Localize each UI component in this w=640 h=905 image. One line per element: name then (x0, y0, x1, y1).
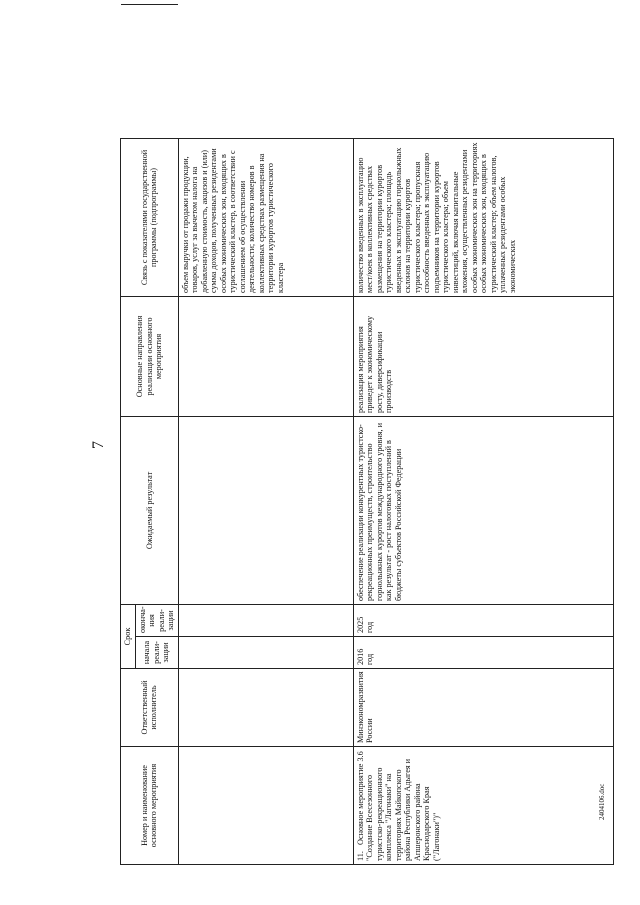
cell-name (353, 747, 613, 865)
row-number: 11. (355, 851, 365, 861)
header-term: Срок (121, 604, 136, 668)
cell-term-start: 2016 год (353, 637, 613, 669)
cell-directions: реализация мероприятия приведет к экономическому росту, диверсификации производств (353, 296, 613, 416)
header-indicators: Связь с показателями государственной программы (подпрограммы) (121, 138, 179, 296)
header-directions: Основные направления реализации основного мероприятия (121, 296, 179, 416)
right-margin (121, 4, 179, 138)
cell-empty (178, 416, 353, 604)
cell-term-end: 2025 год (353, 604, 613, 636)
rotated-table-sheet (120, 5, 630, 865)
header-result: Ожидаемый результат (121, 416, 179, 604)
cell-empty (178, 669, 353, 747)
cell-result: обеспечение реализации конкурентных туристско-рекреационных преимуществ, строительство горнолыжных курортов международного уровня, и как результат - рост налоговых поступлений в бюджеты субъектов Российской Федерации (353, 416, 613, 604)
cell-empty (178, 637, 353, 669)
cell-indicators-continued: объем выручки от продажи продукции, товаров, услуг за вычетом налога на добавленную стоимость, акцизов и (или) сумма доходов, полученных резидентами особых экономических зон, входящих в туристический кластер, в соответствии с соглашением об осуществлении деятельности; количество номеров в коллективных средствах размещения на территории курортов туристического кластера (178, 138, 353, 296)
program-activities-table (120, 4, 614, 865)
cell-empty (178, 604, 353, 636)
header-executor: Ответственный исполнитель (121, 669, 179, 747)
header-name: Номер и наименование основного мероприятия (121, 747, 179, 865)
header-term-end: оконча-ния реали-зации (135, 604, 178, 636)
footer-document-code: 2404106.doc (598, 783, 606, 820)
activity-name: Основное мероприятие 3.6 "Создание Всесезонного туристско-рекреационного комплекса "Лагонаки" на территориях Майкопского района Республики Адыгея и Апшеронского района Краснодарского Края ("Лагонаки")" (355, 751, 441, 861)
header-term-start: начала реали-зации (135, 637, 178, 669)
cell-empty (178, 747, 353, 865)
header-row (121, 4, 136, 864)
table-row (353, 4, 613, 864)
page-number: 7 (90, 441, 107, 449)
cell-executor: Минэкономразвития России (353, 669, 613, 747)
table-row-continued (178, 4, 353, 864)
cell-indicators: количество введенных в эксплуатацию мест/коек в коллективных средствах размещения на территории курортов туристического кластера; площадь введенных в эксплуатацию горнолыжных склонов на территории курортов туристического кластера; пропускная способность введенных в эксплуатацию подъемников на территории курортов туристического кластера; объем инвестиций, включая капитальные вложения, осуществленных резидентами особых экономических зон на территориях особых экономических зон, входящих в туристический кластер; объем налогов, уплаченных резидентами особых экономических (353, 138, 613, 296)
cell-empty (178, 296, 353, 416)
